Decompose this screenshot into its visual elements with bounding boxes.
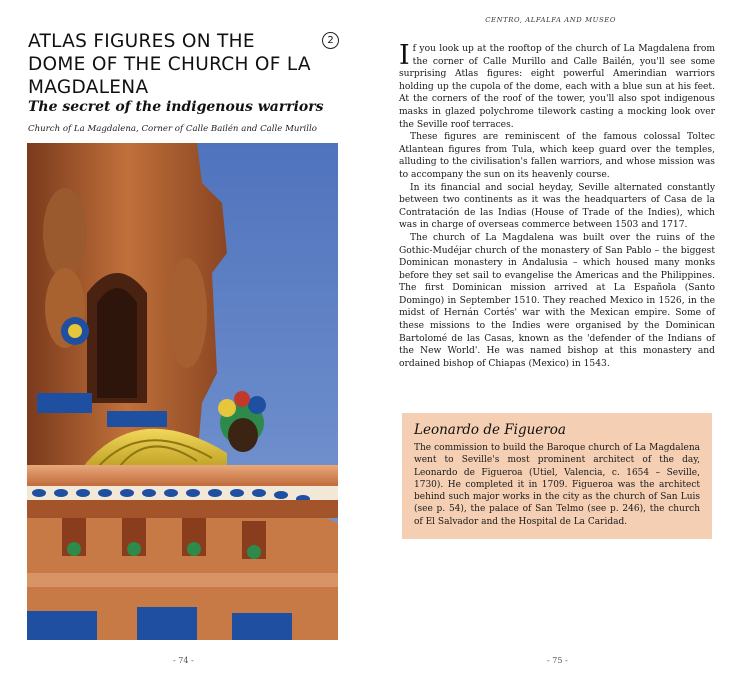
sidebar-box [402, 413, 712, 539]
running-head: CENTRO, ALFALFA AND MUSEO [485, 16, 616, 24]
article-subtitle: The secret of the indigenous warriors [28, 99, 324, 115]
church-dome-photo [27, 143, 338, 640]
location-line: Church of La Magdalena, Corner of Calle Bailén and Calle Murillo [28, 124, 317, 134]
entry-number-badge: 2 [322, 32, 339, 49]
article-body [399, 40, 715, 370]
right-page [375, 0, 750, 679]
article-title: ATLAS FIGURES ON THE DOME OF THE CHURCH OF LA MAGDALENA [28, 31, 311, 98]
paragraph-3: In its financial and social heyday, Seville alternated constantly between two continents as it was the headquarters of Casa de la Contratación de las Indias (House of Trade of the Indies), which was in charge of overseas commerce between 1503 and 1717. [399, 182, 715, 231]
sidebar-text: The commission to build the Baroque church of La Magdalena went to Seville's most prominent architect of the day, Leonardo de Figueroa (Utiel, Valencia, c. 1654 – Seville, 1730). He completed it in 1709. Figueroa was the architect behind such major works in the city as the church of San Luis (see p. 54), the palace of San Telmo (see p. 246), the church of El Salvador and the Hospital de La Caridad. [414, 443, 700, 527]
drop-cap: I [399, 40, 410, 71]
paragraph-4: The church of La Magdalena was built over the ruins of the Gothic-Mudéjar church of the monastery of San Pablo – the biggest Dominican monastery in Andalusia – which housed many monks before they set sail to evangelise the Americas and the Philippines. The first Dominican mission arrived at La Española (Santo Domingo) in September 1510. They reached Mexico in 1526, in the midst of Hernán Cortés' war with the Mexican empire. Some of these missions to the Indies were organised by the Dominican Bartolomé de las Casas, known as the 'defender of the Indians of the New World'. He was named bishop at this monastery and ordained bishop of Chiapas (Mexico) in 1543. [399, 232, 715, 369]
page-number-left: - 74 - [173, 656, 194, 665]
paragraph-1-text: f you look up at the rooftop of the church of La Magdalena from the corner of Calle Murillo and Calle Bailén, you'll see some surprising Atlas figures: eight powerful Amerindian warriors holding up the cupola of the dome, each with a blue sun at his feet. At the corners of the roof of the tower, you'll also spot indigenous masks in glazed polychrome tilework casting a mocking look over the Seville roof terraces. [399, 44, 715, 130]
page-number-right: - 75 - [547, 656, 568, 665]
sidebar-heading: Leonardo de Figueroa [414, 422, 566, 438]
paragraph-2: These figures are reminiscent of the famous colossal Toltec Atlantean figures from Tula, which keep guard over the temples, alluding to the civilisation's fallen warriors, and whose mission was to accompany the sun on its heavenly course. [399, 132, 715, 180]
paragraph-1 [399, 40, 715, 131]
